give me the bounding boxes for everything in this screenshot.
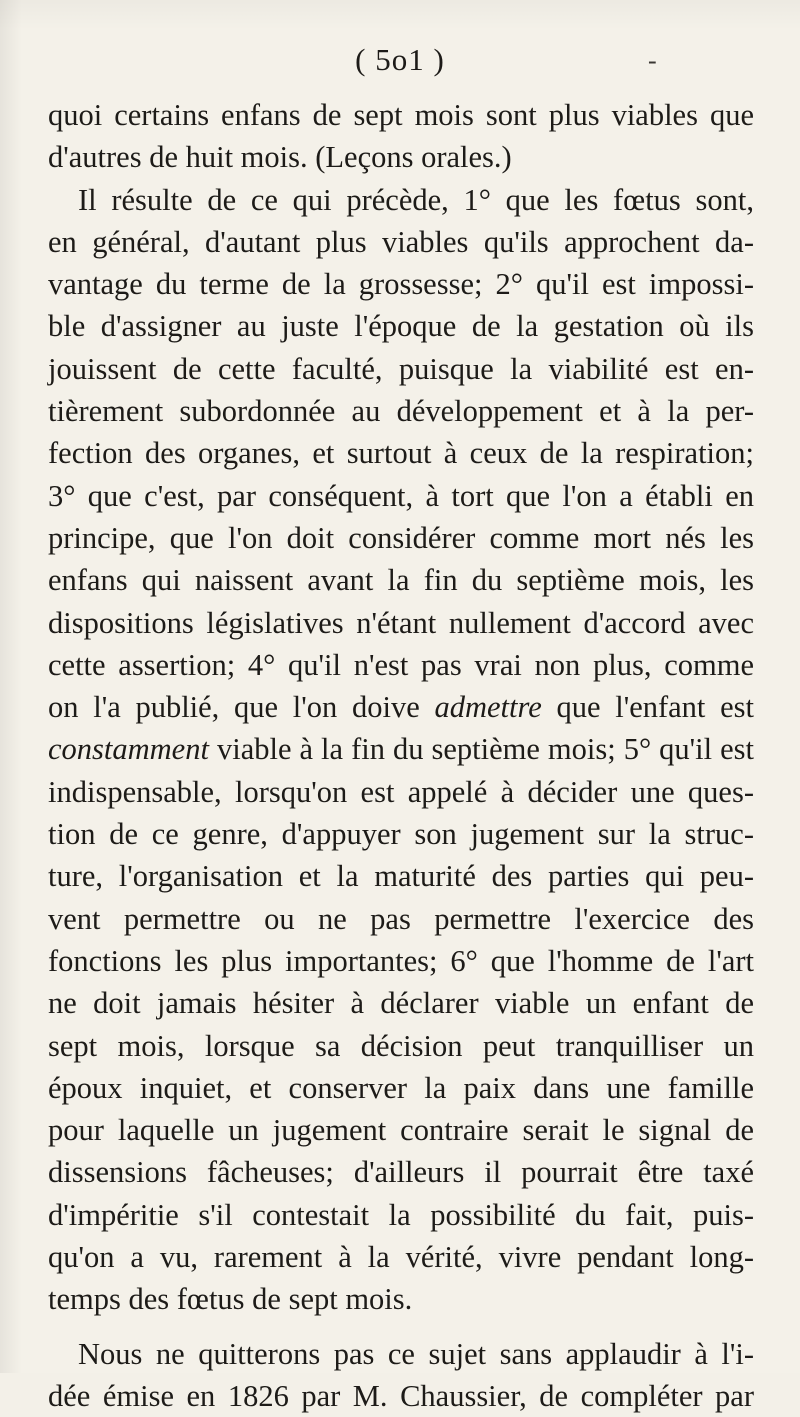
paragraph-gap <box>48 1321 754 1333</box>
text-segment: que l'enfant est <box>541 690 754 725</box>
text-line: qu'on a vu, rarement à la vérité, vivre pendant long- <box>48 1240 754 1275</box>
text-segment: on l'a publié, que l'on doive <box>48 690 435 725</box>
text-line: jouissent de cette faculté, puisque la viabilité est en- <box>48 351 754 386</box>
page-number: ( 5o1 ) <box>355 42 445 77</box>
margin-mark: - <box>648 46 657 75</box>
text-line: Nous ne quitterons pas ce sujet sans applaudir à l'i- <box>78 1336 754 1371</box>
text-line <box>48 686 754 728</box>
text-line: 3° que c'est, par conséquent, à tort que l'on a établi en <box>48 478 754 513</box>
text-line: tièrement subordonnée au développement et à la per- <box>48 394 754 429</box>
text-line: d'autres de huit mois. (Leçons orales.) <box>48 140 512 175</box>
body-text <box>48 94 754 1417</box>
text-line: tion de ce genre, d'appuyer son jugement sur la struc- <box>48 817 754 852</box>
text-line: quoi certains enfans de sept mois sont plus viables que <box>48 98 754 132</box>
italic-word: constamment <box>48 732 209 767</box>
text-line: principe, que l'on doit considérer comme mort nés les <box>48 520 754 555</box>
text-line: d'impéritie s'il contestait la possibilité du fait, puis- <box>48 1197 754 1232</box>
italic-word: admettre <box>434 690 542 725</box>
text-line: sept mois, lorsque sa décision peut tranquilliser un <box>48 1028 754 1063</box>
text-line: enfans qui naissent avant la fin du septième mois, les <box>48 563 754 598</box>
text-line: dissensions fâcheuses; d'ailleurs il pourrait être taxé <box>48 1155 754 1190</box>
text-line: vantage du terme de la grossesse; 2° qu'il est impossi- <box>48 267 754 302</box>
text-line: ble d'assigner au juste l'époque de la gestation où ils <box>48 309 754 344</box>
text-line: en général, d'autant plus viables qu'ils approchent da- <box>48 224 754 259</box>
text-line: vent permettre ou ne pas permettre l'exercice des <box>48 901 754 936</box>
text-line: dée émise en 1826 par M. Chaussier, de compléter par <box>48 1378 754 1413</box>
text-line: époux inquiet, et conserver la paix dans une famille <box>48 1070 754 1105</box>
text-line: Il résulte de ce qui précède, 1° que les fœtus sont, <box>78 182 754 217</box>
text-line: cette assertion; 4° qu'il n'est pas vrai non plus, comme <box>48 647 754 682</box>
text-line: pour laquelle un jugement contraire serait le signal de <box>48 1113 754 1148</box>
text-line: indispensable, lorsqu'on est appelé à décider une ques- <box>48 774 754 809</box>
text-line: temps des fœtus de sept mois. <box>48 1282 413 1317</box>
text-segment: viable à la fin du septième mois; 5° qu'il est <box>208 732 754 767</box>
text-line: ne doit jamais hésiter à déclarer viable un enfant de <box>48 986 754 1021</box>
text-line: fection des organes, et surtout à ceux de la respiration; <box>48 436 754 471</box>
text-line: dispositions législatives n'étant nullement d'accord avec <box>48 605 754 640</box>
text-line: fonctions les plus importantes; 6° que l'homme de l'art <box>48 943 754 978</box>
text-line <box>48 728 754 770</box>
text-line: ture, l'organisation et la maturité des parties qui peu- <box>48 859 754 894</box>
